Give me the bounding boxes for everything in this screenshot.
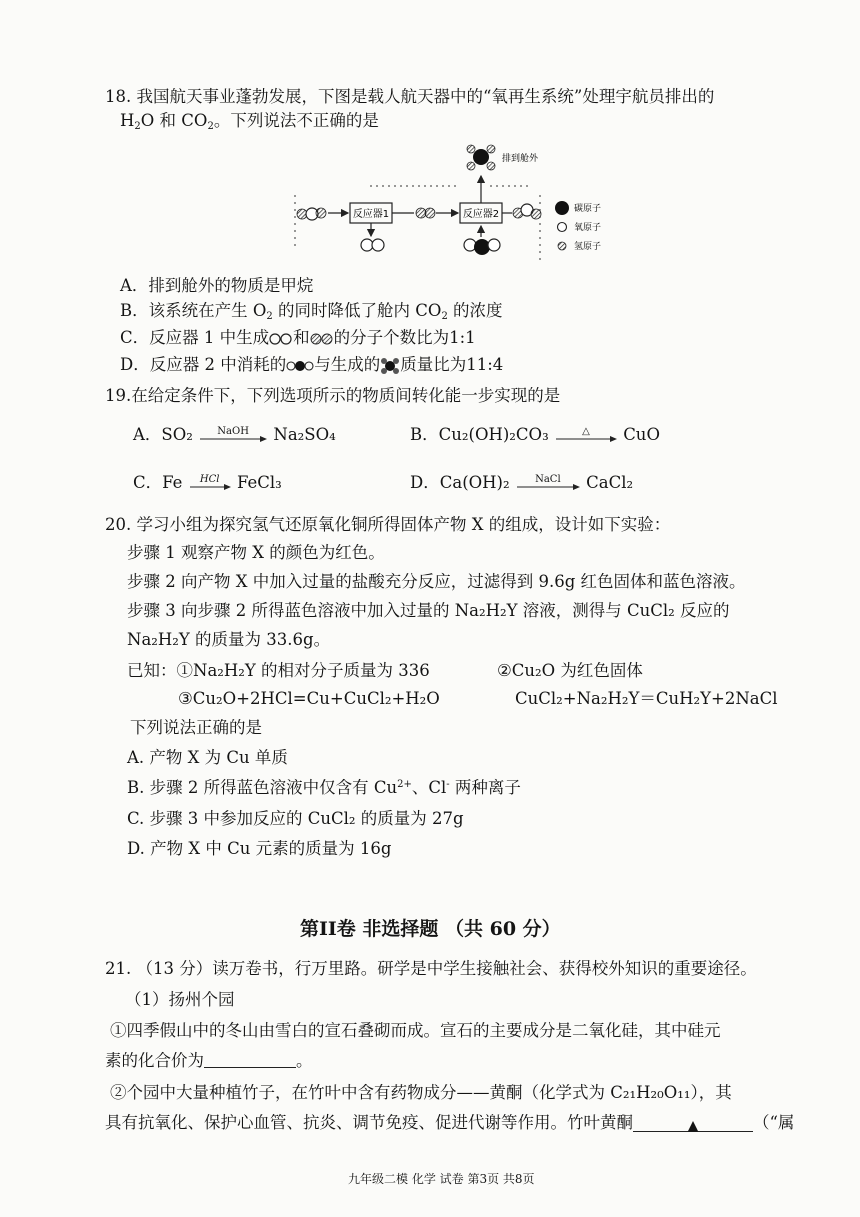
co2-inline-icon	[286, 359, 314, 373]
q21-stem: 21. （13 分）读万卷书，行万里路。研学是中学生接触社会、获得校外知识的重要途径。	[105, 959, 757, 978]
methane-molecule-icon	[467, 145, 495, 170]
q20-step1: 步骤 1 观察产物 X 的颜色为红色。	[127, 543, 385, 562]
q21-sub1: （1）扬州个园	[125, 990, 235, 1009]
legend-hydrogen: 氢原子	[574, 242, 602, 252]
o2-inline-icon	[269, 332, 293, 346]
q18-stem-line2: $H_2O$ 和 $CO_2$。下列说法不正确的是	[120, 111, 379, 132]
q20-known-3: ③Cu₂O+2HCl=Cu+CuCl₂+H₂O	[178, 689, 440, 708]
q20-step3-line2: Na₂H₂Y 的质量为 33.6g。	[127, 630, 331, 649]
q20-ask: 下列说法正确的是	[130, 718, 262, 737]
q21-para2-line1: ②个园中大量种植竹子，在竹叶中含有药物成分——黄酮（化学式为 C₂₁H₂₀O₁₁），其	[110, 1083, 732, 1102]
legend-oxygen: 氧原子	[574, 223, 602, 233]
answer-mark-triangle-icon: ▲	[687, 1118, 699, 1134]
q20-option-d: D. 产物 X 中 Cu 元素的质量为 16g	[127, 839, 392, 858]
carbon-atom-legend-icon	[555, 201, 569, 215]
q20-known-4: CuCl₂+Na₂H₂Y＝CuH₂Y+2NaCl	[515, 689, 778, 708]
q21-para1-line1: ①四季假山中的冬山由雪白的宣石叠砌而成。宣石的主要成分是二氧化硅，其中硅元	[110, 1021, 721, 1040]
vent-label: 排到舱外	[502, 154, 539, 164]
water-molecule-icon	[513, 204, 541, 219]
q18-option-b: B．该系统在产生 $O_2$ 的同时降低了舱内 $CO_2$ 的浓度	[120, 301, 503, 322]
oxygen-molecule-icon	[361, 239, 384, 251]
q20-option-b: B. 步骤 2 所得蓝色溶液中仅含有 $Cu^{2+}$、Cl- 两种离子	[127, 778, 521, 797]
q19-option-c: C．Fe HCl FeCl₃	[133, 473, 282, 492]
legend-carbon: 碳原子	[574, 204, 602, 214]
q20-option-a: A. 产物 X 为 Cu 单质	[127, 748, 288, 767]
q19-stem: 19.在给定条件下，下列选项所示的物质间转化能一步实现的是	[105, 386, 561, 405]
q18-option-d: D．反应器 2 中消耗的 与生成的 质量比为11:4	[120, 355, 504, 374]
h2-inline-icon	[310, 332, 334, 346]
q21-para2-line2: 具有抗氧化、保护心血管、抗炎、调节免疫、促进代谢等作用。竹叶黄酮 ▲ （“属	[105, 1113, 795, 1134]
q18-option-a: A．排到舱外的物质是甲烷	[120, 276, 314, 295]
q19-option-b: B．Cu₂(OH)₂CO₃ △ CuO	[410, 425, 660, 444]
co2-molecule-icon	[297, 208, 326, 220]
section2-title: 第II卷 非选择题 （共 60 分）	[300, 918, 561, 940]
hydrogen-molecule-icon	[416, 208, 435, 218]
q18-stem-line1: 18. 我国航天事业蓬勃发展，下图是载人航天器中的“氧再生系统”处理宇航员排出的	[105, 87, 715, 106]
reactor2-label: 反应器2	[462, 209, 500, 220]
hydrogen-atom-legend-icon	[558, 242, 566, 250]
q20-known-1: 已知：①Na₂H₂Y 的相对分子质量为 336	[127, 661, 430, 680]
answer-blank-1[interactable]	[204, 1051, 296, 1068]
q20-step3-line1: 步骤 3 向步骤 2 所得蓝色溶液中加入过量的 Na₂H₂Y 溶液，测得与 CuCl₂ 反应的	[127, 601, 730, 620]
q19-option-d: D．Ca(OH)₂ NaCl CaCl₂	[410, 473, 634, 492]
q20-known-2: ②Cu₂O 为红色固体	[497, 661, 643, 680]
oxygen-regeneration-diagram	[290, 140, 620, 270]
q20-option-c: C. 步骤 3 中参加反应的 CuCl₂ 的质量为 27g	[127, 809, 464, 828]
q19-option-a: A．SO₂ NaOH Na₂SO₄	[133, 425, 336, 444]
q21-para1-line2: 素的化合价为 。	[105, 1051, 313, 1070]
answer-blank-2[interactable]	[633, 1115, 753, 1132]
q20-step2: 步骤 2 向产物 X 中加入过量的盐酸充分反应，过滤得到 9.6g 红色固体和蓝色溶液。	[127, 572, 746, 591]
q18-option-c: C．反应器 1 中生成 和 的分子个数比为1:1	[120, 328, 476, 347]
q20-stem: 20. 学习小组为探究氢气还原氧化铜所得固体产物 X 的组成，设计如下实验：	[105, 515, 671, 534]
oxygen-atom-legend-icon	[558, 223, 567, 232]
reactor1-label: 反应器1	[352, 209, 390, 220]
ch4-inline-icon	[380, 357, 400, 375]
co2-input-molecule-icon	[464, 239, 500, 255]
page-footer: 九年级二模 化学 试卷 第3页 共8页	[348, 1172, 535, 1186]
